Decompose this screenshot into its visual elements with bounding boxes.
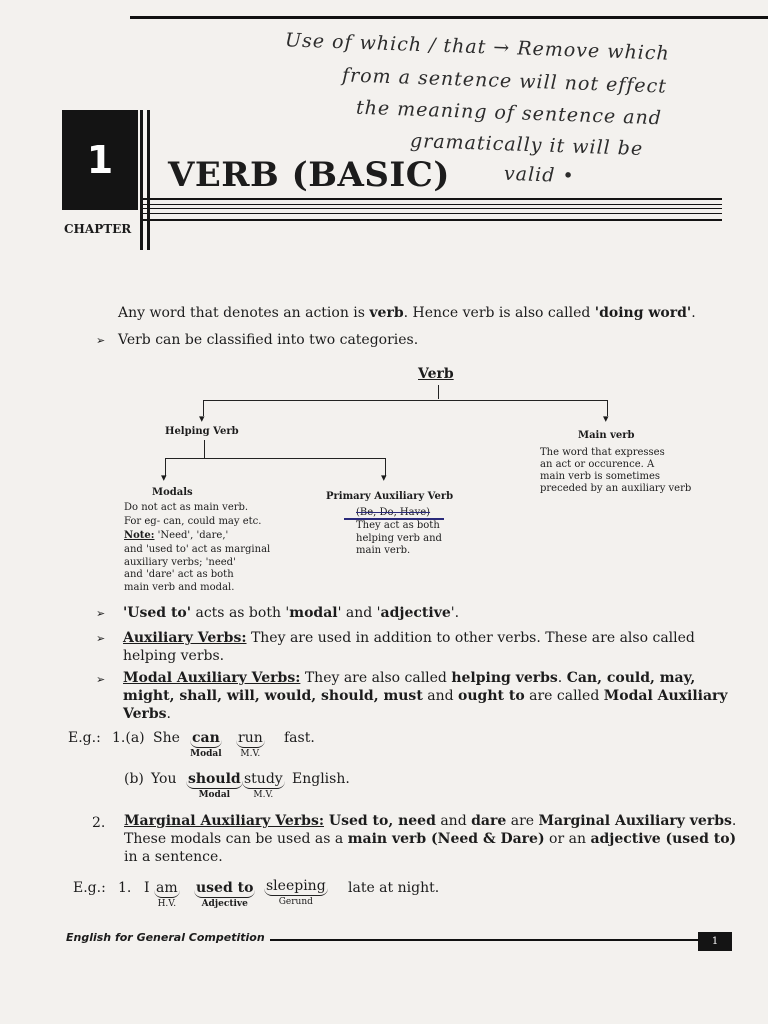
diagram-modals-text: auxiliary verbs; 'need' xyxy=(124,557,236,568)
title-rule xyxy=(142,208,722,209)
marginal-line2: These modals can be used as a main verb (Need & Dare) or an adjective (used to) xyxy=(124,831,737,847)
example-number: 1. xyxy=(118,880,132,896)
arrow-down-icon: ▾ xyxy=(381,471,387,484)
diagram-connector xyxy=(203,400,607,401)
example-number: (b) xyxy=(124,771,144,787)
diagram-primary-title: Primary Auxiliary Verb xyxy=(326,491,454,502)
diagram-modals-text: For eg- can, could may etc. xyxy=(124,516,262,527)
point-modal-auxiliary: Modal Auxiliary Verbs: They are also called helping verbs. Can, could, may, xyxy=(123,670,696,686)
arrow-bullet-icon: ➢ xyxy=(96,632,106,645)
example-word: You xyxy=(151,771,177,787)
diagram-primary-text: helping verb and xyxy=(356,533,442,544)
marginal-auxiliary-verbs: Marginal Auxiliary Verbs: Used to, need and dare are Marginal Auxiliary verbs. xyxy=(124,813,737,829)
diagram-main-verb-desc-2: an act or occurence. A xyxy=(540,459,655,470)
intro-sentence: Any word that denotes an action is verb. Hence verb is also called 'doing word'. xyxy=(118,305,696,321)
arrow-bullet-icon: ➢ xyxy=(96,607,106,620)
title-rule xyxy=(142,213,722,214)
example-annotated-used-to: used to Adjective xyxy=(196,880,254,909)
diagram-main-verb-desc-4: preceded by an auxiliary verb xyxy=(540,483,692,494)
point-modal-auxiliary-line3: Verbs. xyxy=(123,706,171,722)
chapter-title: VERB (BASIC) xyxy=(168,155,450,195)
marginal-line3: in a sentence. xyxy=(124,849,223,865)
example-label: E.g.: xyxy=(73,880,106,896)
example-annotated-study: study M.V. xyxy=(244,771,283,800)
handwritten-note-line-2: from a sentence will not effect xyxy=(341,64,668,98)
handwritten-note-line-3: the meaning of sentence and xyxy=(355,96,663,130)
diagram-main-verb-title: Main verb xyxy=(578,430,635,441)
example-number: 1.(a) xyxy=(112,730,145,746)
chapter-number: 1 xyxy=(86,138,114,182)
point-modal-auxiliary-line2: might, shall, will, would, should, must and ought to are called Modal Auxiliary xyxy=(123,688,728,704)
title-rule xyxy=(142,204,722,205)
chapter-label: CHAPTER xyxy=(64,222,132,236)
example-annotated-run: run M.V. xyxy=(238,730,263,759)
diagram-main-verb-desc-1: The word that expresses xyxy=(540,447,665,458)
diagram-primary-text: They act as both xyxy=(356,520,440,531)
example-word: fast. xyxy=(284,730,315,746)
arrow-bullet-icon: ➢ xyxy=(96,334,106,347)
example-annotated-am: am H.V. xyxy=(156,880,178,909)
diagram-modals-text: and 'dare' act as both xyxy=(124,569,234,580)
title-rule xyxy=(142,198,722,200)
top-edge-line xyxy=(130,16,768,19)
diagram-modals-text: Do not act as main verb. xyxy=(124,502,249,513)
chapter-number-box xyxy=(62,110,138,210)
handwritten-note-line-4: gramatically it will be xyxy=(409,129,644,161)
arrow-down-icon: ▾ xyxy=(603,412,609,425)
diagram-connector xyxy=(438,385,439,399)
footer-rule xyxy=(270,939,698,941)
intro-bullet: Verb can be classified into two categories. xyxy=(118,332,419,348)
diagram-modals-text: and 'used to' act as marginal xyxy=(124,544,271,555)
diagram-primary-forms: (Be, Do, Have) xyxy=(356,507,431,518)
diagram-modals-note: Note: 'Need', 'dare,' xyxy=(124,530,229,541)
example-label: E.g.: xyxy=(68,730,101,746)
marginal-number: 2. xyxy=(92,815,106,831)
page-number: 1 xyxy=(698,932,732,951)
point-auxiliary-verbs: Auxiliary Verbs: They are used in addition to other verbs. These are also called xyxy=(123,630,695,646)
handwritten-note-line-1: Use of which / that → Remove which xyxy=(284,29,671,65)
diagram-connector xyxy=(204,440,205,458)
example-word: She xyxy=(153,730,180,746)
example-annotated-should: should Modal xyxy=(188,771,241,800)
point-auxiliary-verbs-cont: helping verbs. xyxy=(123,648,225,664)
handwritten-note-line-5: valid • xyxy=(503,162,575,188)
diagram-modals-text: main verb and modal. xyxy=(124,582,235,593)
arrow-down-icon: ▾ xyxy=(161,471,167,484)
footer-title: English for General Competition xyxy=(66,931,265,944)
diagram-modals-title: Modals xyxy=(152,487,193,498)
title-rule xyxy=(142,219,722,221)
example-annotated-can: can Modal xyxy=(190,730,222,759)
example-annotated-sleeping: sleeping Gerund xyxy=(266,878,326,907)
diagram-root-verb: Verb xyxy=(418,366,454,382)
arrow-down-icon: ▾ xyxy=(199,412,205,425)
example-word: I xyxy=(144,880,150,896)
arrow-bullet-icon: ➢ xyxy=(96,673,106,686)
diagram-main-verb-desc-3: main verb is sometimes xyxy=(540,471,660,482)
example-word: English. xyxy=(292,771,350,787)
point-used-to: 'Used to' acts as both 'modal' and 'adjective'. xyxy=(123,605,460,621)
diagram-primary-text: main verb. xyxy=(356,545,411,556)
diagram-helping-verb: Helping Verb xyxy=(165,426,239,437)
example-word: late at night. xyxy=(348,880,440,896)
diagram-connector xyxy=(165,458,385,459)
chapter-divider xyxy=(140,110,150,250)
